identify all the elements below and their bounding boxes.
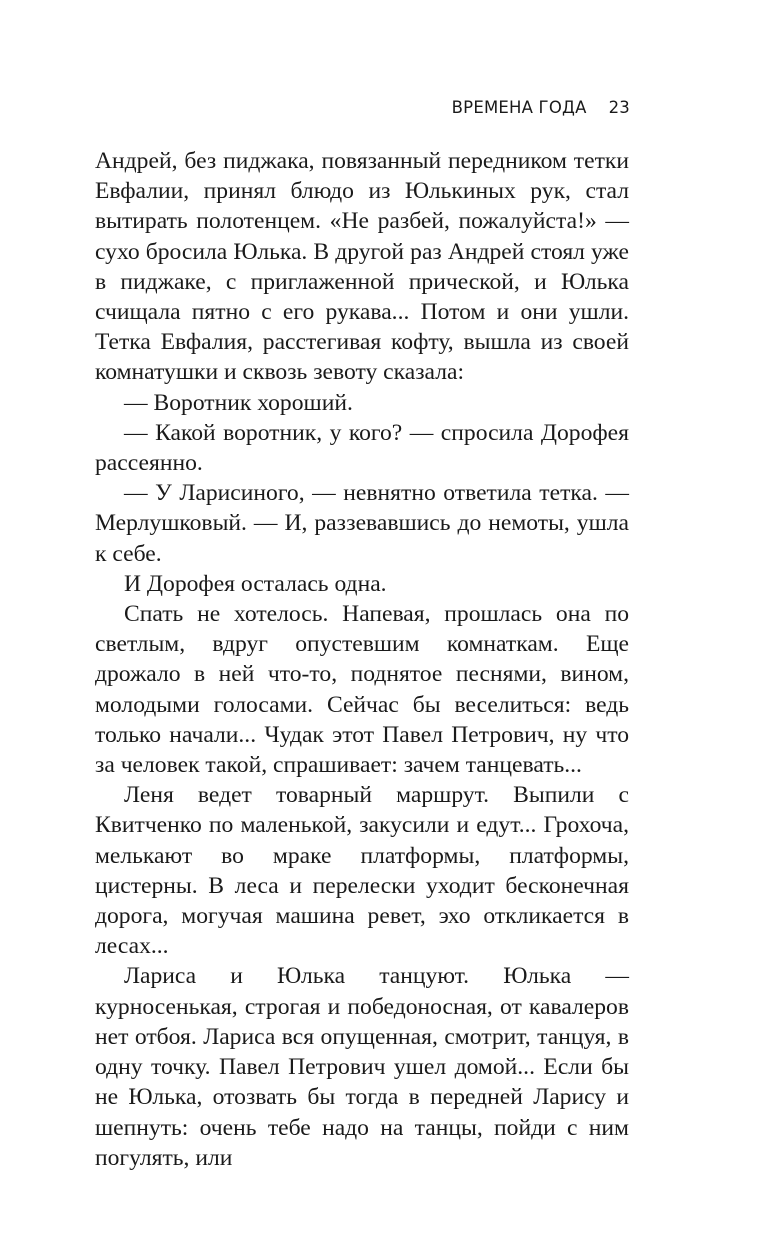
running-head	[452, 98, 630, 117]
paragraph: И Дорофея осталась одна.	[124, 570, 387, 597]
paragraph: Спать не хотелось. Напевая, прошлась она по светлым, вдруг опустевшим комнаткам. Еще дрожало в ней что-то, поднятое песнями, вином, молодыми голосами. Сейчас бы веселиться: ведь только начали... Чудак этот Павел Петрович, ну что за человек такой, спрашивает: зачем танцевать...	[95, 601, 629, 779]
paragraph: — У Ларисиного, — невнятно ответила тетка. — Мерлушковый. — И, раззевавшись до немоты, ушла к себе.	[95, 480, 629, 567]
body-text	[95, 146, 629, 1173]
paragraph: — Какой воротник, у кого? — спросила Дорофея рассеянно.	[95, 419, 629, 477]
paragraph: Андрей, без пиджака, повязанный передником тетки Евфалии, принял блюдо из Юлькиных рук, стал вытирать полотенцем. «Не разбей, пожалуйста!» — сухо бросила Юлька. В другой раз Андрей стоял уже в пиджаке, с приглаженной прической, и Юлька счищала пятно с его рукава... Потом и они ушли. Тетка Евфалия, расстегивая кофту, вышла из своей комнатушки и сквозь зевоту сказала:	[95, 148, 629, 386]
page-number: 23	[608, 98, 630, 117]
running-head-title: ВРЕМЕНА ГОДА	[451, 98, 587, 117]
paragraph: — Воротник хороший.	[124, 389, 353, 416]
paragraph: Леня ведет товарный маршрут. Выпили с Квитченко по маленькой, закусили и едут... Грохоча, мелькают во мраке платформы, платформы, цистерны. В леса и перелески уходит бесконечная дорога, могучая машина ревет, эхо откликается в лесах...	[95, 782, 629, 960]
paragraph: Лариса и Юлька танцуют. Юлька — курносенькая, строгая и победоносная, от кавалеров нет отбоя. Лариса вся опущенная, смотрит, танцуя, в одну точку. Павел Петрович ушел домой... Если бы не Юлька, отозвать бы тогда в передней Ларису и шепнуть: очень тебе надо на танцы, пойди с ним погулять, или	[95, 963, 629, 1171]
